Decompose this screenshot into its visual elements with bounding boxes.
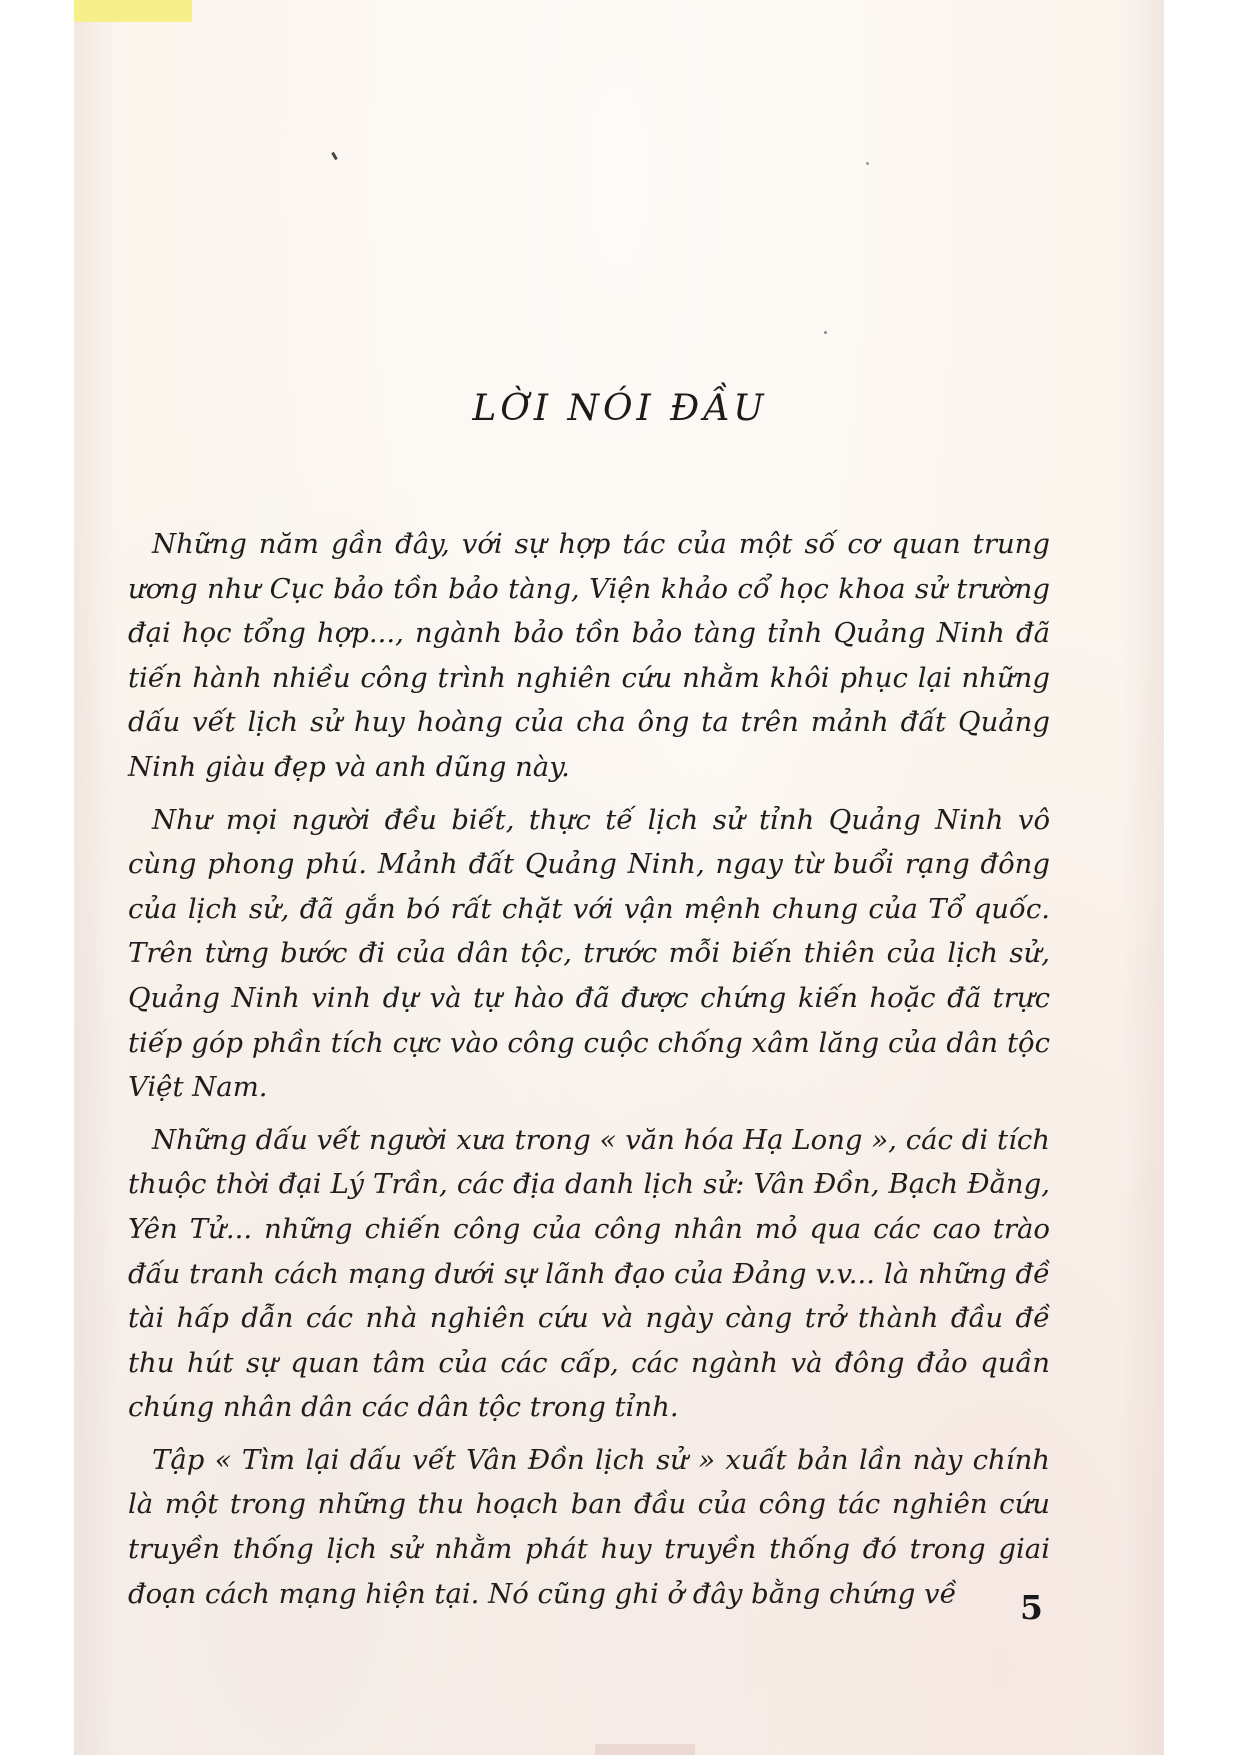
page-title: LỜI NÓI ĐẦU bbox=[472, 388, 768, 429]
yellow-corner-mark bbox=[74, 0, 192, 22]
page-number: 5 bbox=[1020, 1588, 1043, 1627]
paragraph: Những năm gần đây, với sự hợp tác của một số cơ quan trung ương như Cục bảo tồn bảo tàng, Viện khảo cổ học khoa sử trường đại học tổng hợp..., ngành bảo tồn bảo tàng tỉnh Quảng Ninh đã tiến hành nhiều công trình nghiên cứu nhằm khôi phục lại những dấu vết lịch sử huy hoàng của cha ông ta trên mảnh đất Quảng Ninh giàu đẹp và anh dũng này. bbox=[128, 528, 1050, 783]
ink-speck bbox=[866, 162, 869, 165]
paragraph: Những dấu vết người xưa trong « văn hóa Hạ Long », các di tích thuộc thời đại Lý Trần, các địa danh lịch sử: Vân Đồn, Bạch Đằng, Yên Tử... những chiến công của công nhân mỏ qua các cao trào đấu tranh cách mạng dưới sự lãnh đạo của Đảng v.v... là những đề tài hấp dẫn các nhà nghiên cứu và ngày càng trở thành đầu đề thu hút sự quan tâm của các cấp, các ngành và đông đảo quần chúng nhân dân các dân tộc trong tỉnh. bbox=[128, 1123, 1050, 1424]
ink-speck bbox=[824, 331, 827, 334]
paragraph: Như mọi người đều biết, thực tế lịch sử tỉnh Quảng Ninh vô cùng phong phú. Mảnh đất Quảng Ninh, ngay từ buổi rạng đông của lịch sử, đã gắn bó rất chặt với vận mệnh chung của Tổ quốc. Trên từng bước đi của dân tộc, trước mỗi biến thiên của lịch sử, Quảng Ninh vinh dự và tự hào đã được chứng kiến hoặc đã trực tiếp góp phần tích cực vào công cuộc chống xâm lăng của dân tộc Việt Nam. bbox=[128, 803, 1050, 1104]
bottom-edge-mark bbox=[595, 1744, 695, 1755]
body-text bbox=[128, 522, 1050, 1624]
paragraph: Tập « Tìm lại dấu vết Vân Đồn lịch sử » xuất bản lần này chính là một trong những thu hoạch ban đầu của công tác nghiên cứu truyền thống lịch sử nhằm phát huy truyền thống đó trong giai đoạn cách mạng hiện tại. Nó cũng ghi ở đây bằng chứng về bbox=[128, 1443, 1050, 1610]
